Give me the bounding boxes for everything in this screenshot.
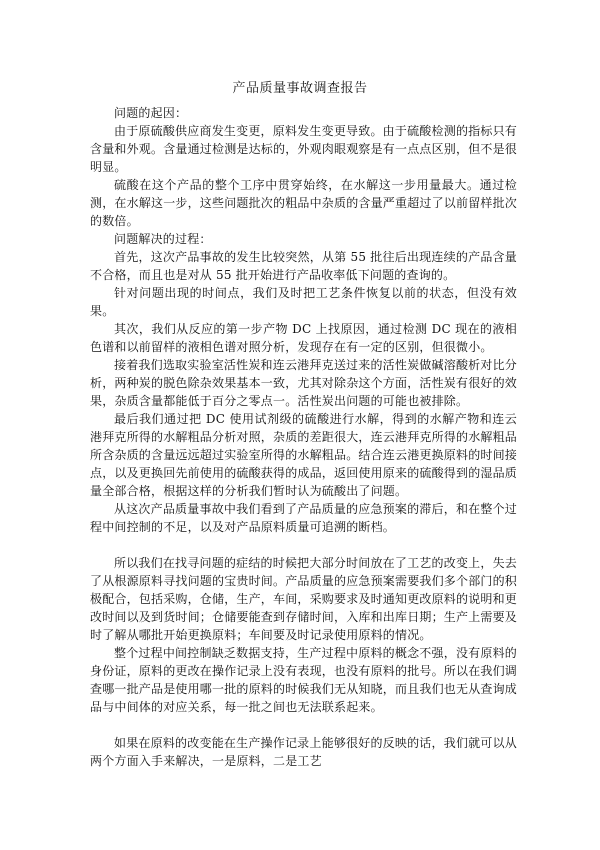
paragraph: 整个过程中间控制缺乏数据支持，生产过程中原料的概念不强，没有原料的身份证，原料的更改在操作记录上没有表现，也没有原料的批号。所以在我们调查哪一批产品是使用哪一批的原料的时候我们无从知晓，而且我们也无从查询成品与中间体的对应关系，每一批之间也无法联系起来。 — [90, 646, 518, 714]
paragraph: 硫酸在这个产品的整个工序中贯穿始终，在水解这一步用量最大。通过检测，在水解这一步，这些问题批次的粗品中杂质的含量严重超过了以前留样批次的数倍。 — [90, 178, 518, 228]
paragraph: 所以我们在找寻问题的症结的时候把大部分时间放在了工艺的改变上，失去了从根源原料寻找问题的宝贵时间。产品质量的应急预案需要我们多个部门的积极配合，包括采购，仓储，生产，车间，采购要求及时通知更改原料的说明和更改时间以及到货时间；仓储要能查到存储时间，入库和出库日期；生产上需要及时了解从哪批开始更换原料；车间要及时记录使用原料的情况。 — [90, 556, 518, 642]
paragraph: 最后我们通过把 DC 使用试剂级的硫酸进行水解，得到的水解产物和连云港拜克所得的水解粗品分析对照，杂质的差距很大，连云港拜克所得的水解粗品所含杂质的含量远远超过实验室所得的水解粗品。结合连云港更换原料的时间接点，以及更换回先前使用的硫酸获得的成品，返回使用原来的硫酸得到的湿品质量全部合格，根据这样的分析我们暂时认为硫酸出了问题。 — [90, 412, 518, 498]
heading-problem-cause: 问题的起因： — [114, 106, 188, 120]
paragraph: 由于原硫酸供应商发生变更，原料发生变更导致。由于硫酸检测的指标只有含量和外观。含量通过检测是达标的，外观肉眼观察是有一点点区别，但不是很明显。 — [90, 124, 518, 174]
paragraph-spacer — [90, 716, 517, 734]
paragraph: 首先，这次产品事故的发生比较突然，从第 55 批往后出现连续的产品含量不合格，而且也是对从 55 批开始进行产品收率低下问题的查询的。 — [90, 250, 517, 282]
paragraph: 从这次产品质量事故中我们看到了产品质量的应急预案的滞后，和在整个过程中间控制的不足，以及对产品原料质量可追溯的断档。 — [90, 502, 517, 534]
document-title: 产品质量事故调查报告 — [232, 81, 368, 96]
paragraph: 如果在原料的改变能在生产操作记录上能够很好的反映的话，我们就可以从两个方面入手来解决，一是原料，二是工艺 — [90, 736, 517, 768]
paragraph: 针对问题出现的时间点，我们及时把工艺条件恢复以前的状态，但没有效果。 — [90, 286, 517, 318]
paragraph: 其次，我们从反应的第一步产物 DC 上找原因，通过检测 DC 现在的液相色谱和以前留样的液相色谱对照分析，发现存在有一定的区别，但很微小。 — [90, 322, 517, 354]
paragraph-spacer — [90, 536, 517, 554]
document-body — [90, 104, 517, 770]
paragraph: 接着我们选取实验室活性炭和连云港拜克送过来的活性炭做碱溶酸析对比分析，两种炭的脱色除杂效果基本一致，尤其对除杂这个方面，活性炭有很好的效果，杂质含量都能低于百分之零点一。活性炭出问题的可能也被排除。 — [90, 358, 518, 408]
heading-resolution-process: 问题解决的过程： — [114, 232, 212, 246]
